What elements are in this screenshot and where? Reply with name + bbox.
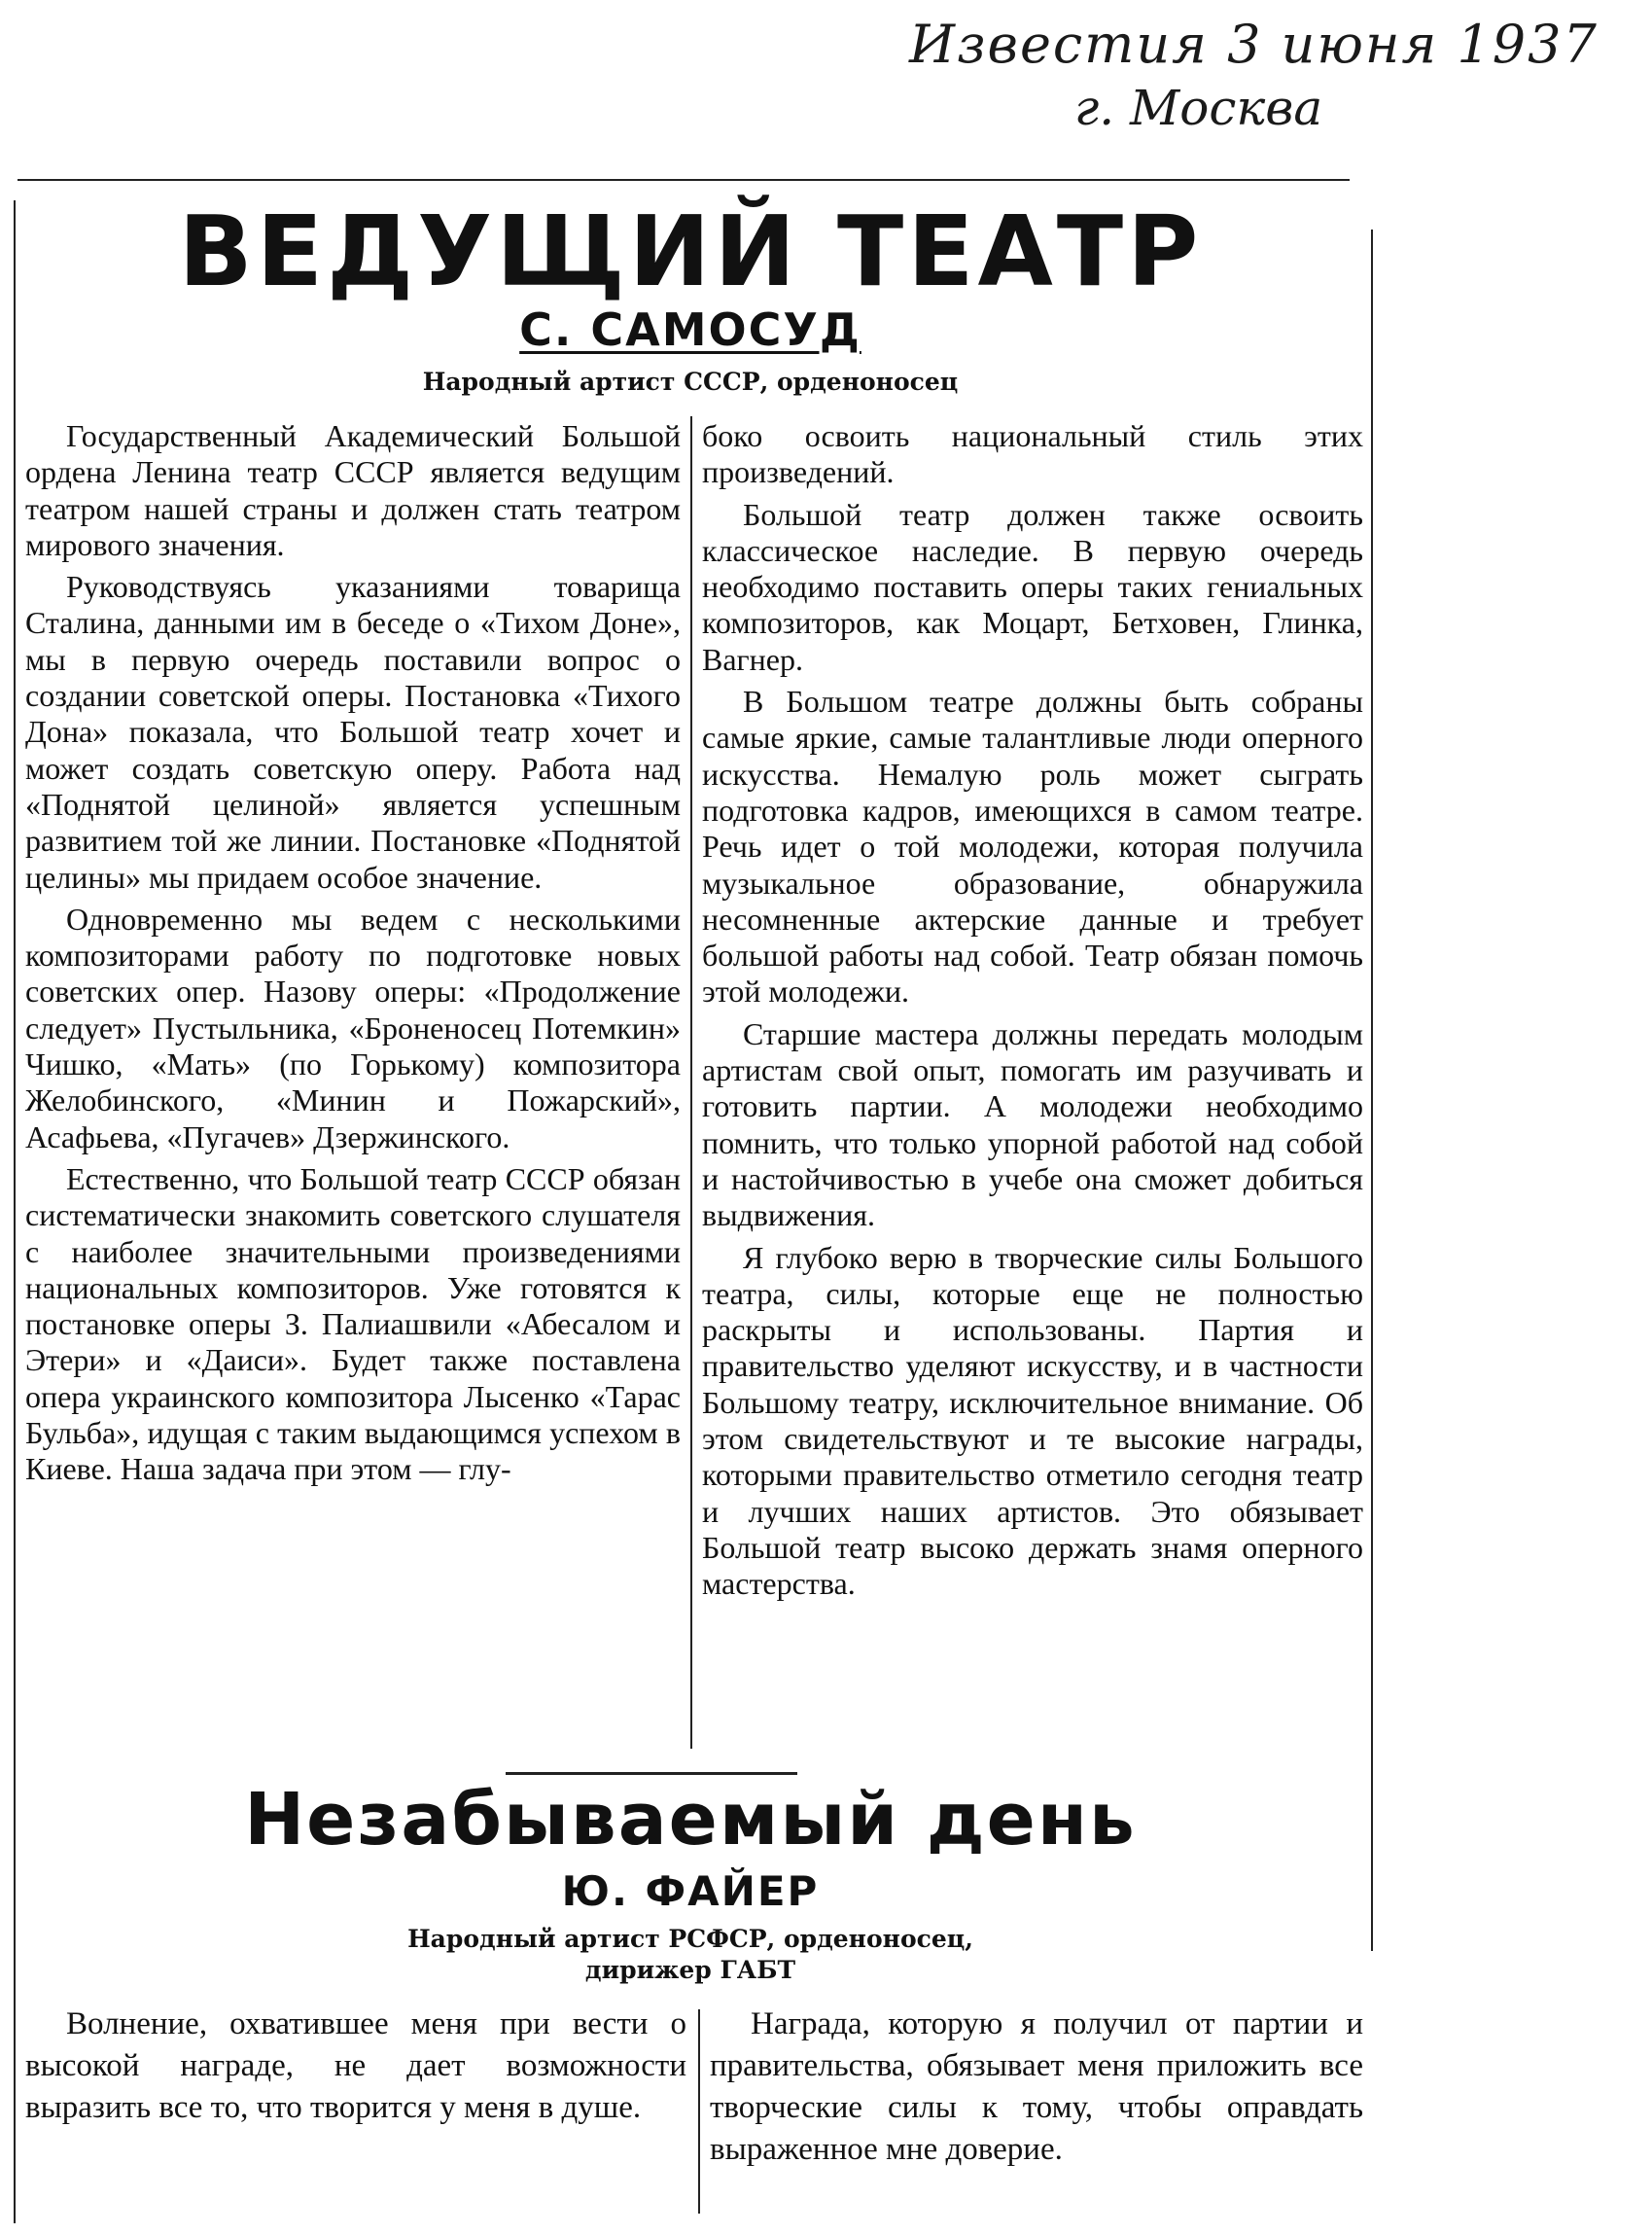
- paragraph: Руководствуясь указаниями товарища Сталина, данными им в беседе о «Тихом Доне», мы в первую очередь поставили вопрос о создании советской оперы. Постановка «Тихого Дона» показала, что Большой театр хочет и может создать советскую оперу. Работа над «Поднятой целиной» является успешным развитием той же линии. Постановке «Поднятой целины» мы придаем особое значение.: [25, 569, 681, 895]
- author-credit: [0, 1924, 1381, 1986]
- paragraph: В Большом театре должны быть собраны самые яркие, самые талантливые люди оперного искусства. Немалую роль может сыграть подготовка кадров, имеющихся в самом театре. Речь идет о той молодежи, которая получила музыкальное образование, обнаружила несомненные актерские данные и требует большой работы над собой. Театр обязан помочь этой молодежи.: [702, 684, 1363, 1010]
- author-credit-line: Народный артист РСФСР, орденоносец,: [407, 1925, 973, 1953]
- paragraph: боко освоить национальный стиль этих произведений.: [702, 418, 1363, 490]
- article-column-left: [25, 418, 681, 1494]
- left-border-rule: [14, 200, 16, 2223]
- right-border-rule: [1371, 230, 1373, 1951]
- article-author: С. САМОСУД: [519, 303, 861, 356]
- article-column-right: [710, 2004, 1363, 2177]
- paragraph: Я глубоко верю в творческие силы Большого театра, силы, которые еще не полностью раскрыты и использованы. Партия и правительство уделяют искусству, и в частности Большому театру, исключительное внимание. Об этом свидетельствуют и те высокие награды, которыми правительство отметило сегодня театр и лучших наших артистов. Это обязывает Большой театр высоко держать знамя оперного мастерства.: [702, 1239, 1363, 1602]
- paragraph: Старшие мастера должны передать молодым артистам свой опыт, помогать им разучивать и готовить партии. А молодежи необходимо помнить, что только упорной работой над собой и настойчивостью в учебе она сможет добиться выдвижения.: [702, 1015, 1363, 1233]
- paragraph: Естественно, что Большой театр СССР обязан систематически знакомить советского слушателя с наиболее значительными произведениями национальных композиторов. Уже готовятся к постановке оперы З. Палиашвили «Абесалом и Этери» и «Даиси». Будет также поставлена опера украинского композитора Лысенко «Тарас Бульба», идущая с таким выдающимся успехом в Киеве. Наша задача при этом — глу-: [25, 1160, 681, 1487]
- paragraph: Одновременно мы ведем с несколькими композиторами работу по подготовке новых советских опер. Назову оперы: «Продолжение следует» Пустыльника, «Броненосец Потемкин» Чишко, «Мать» (по Горькому) композитора Желобинского, «Минин и Пожарский», Асафьева, «Пугачев» Дзержинского.: [25, 901, 681, 1154]
- paragraph: Награда, которую я получил от партии и правительства, обязывает меня приложить все творческие силы к тому, чтобы оправдать выраженное мне доверие.: [710, 2006, 1363, 2167]
- article-headline: Незабываемый день: [244, 1778, 1137, 1862]
- top-rule: [18, 179, 1350, 181]
- article-separator: [506, 1772, 797, 1775]
- paragraph: Большой театр должен также освоить классическое наследие. В первую очередь необходимо поставить оперы таких гениальных композиторов, как Моцарт, Бетховен, Глинка, Вагнер.: [702, 496, 1363, 677]
- paragraph: Волнение, охватившее меня при вести о высокой награде, не дает возможности выразить все то, что творится у меня в душе.: [25, 2006, 686, 2125]
- article-author: Ю. ФАЙЕР: [561, 1867, 820, 1915]
- article-column-left: [25, 2004, 686, 2135]
- article-headline: ВЕДУЩИЙ ТЕАТР: [178, 195, 1203, 308]
- author-credit-line: дирижер ГАБТ: [584, 1956, 796, 1984]
- paragraph: Государственный Академический Большой ордена Ленина театр СССР является ведущим театром нашей страны и должен стать театром мирового значения.: [25, 418, 681, 562]
- author-credit: Народный артист СССР, орденоносец: [422, 368, 959, 396]
- column-divider: [690, 416, 692, 1749]
- column-divider: [698, 2009, 700, 2214]
- handwritten-source-note: Известия 3 июня 1937: [909, 14, 1599, 75]
- article-column-right: [702, 418, 1363, 1609]
- handwritten-city-note: г. Москва: [1074, 80, 1323, 136]
